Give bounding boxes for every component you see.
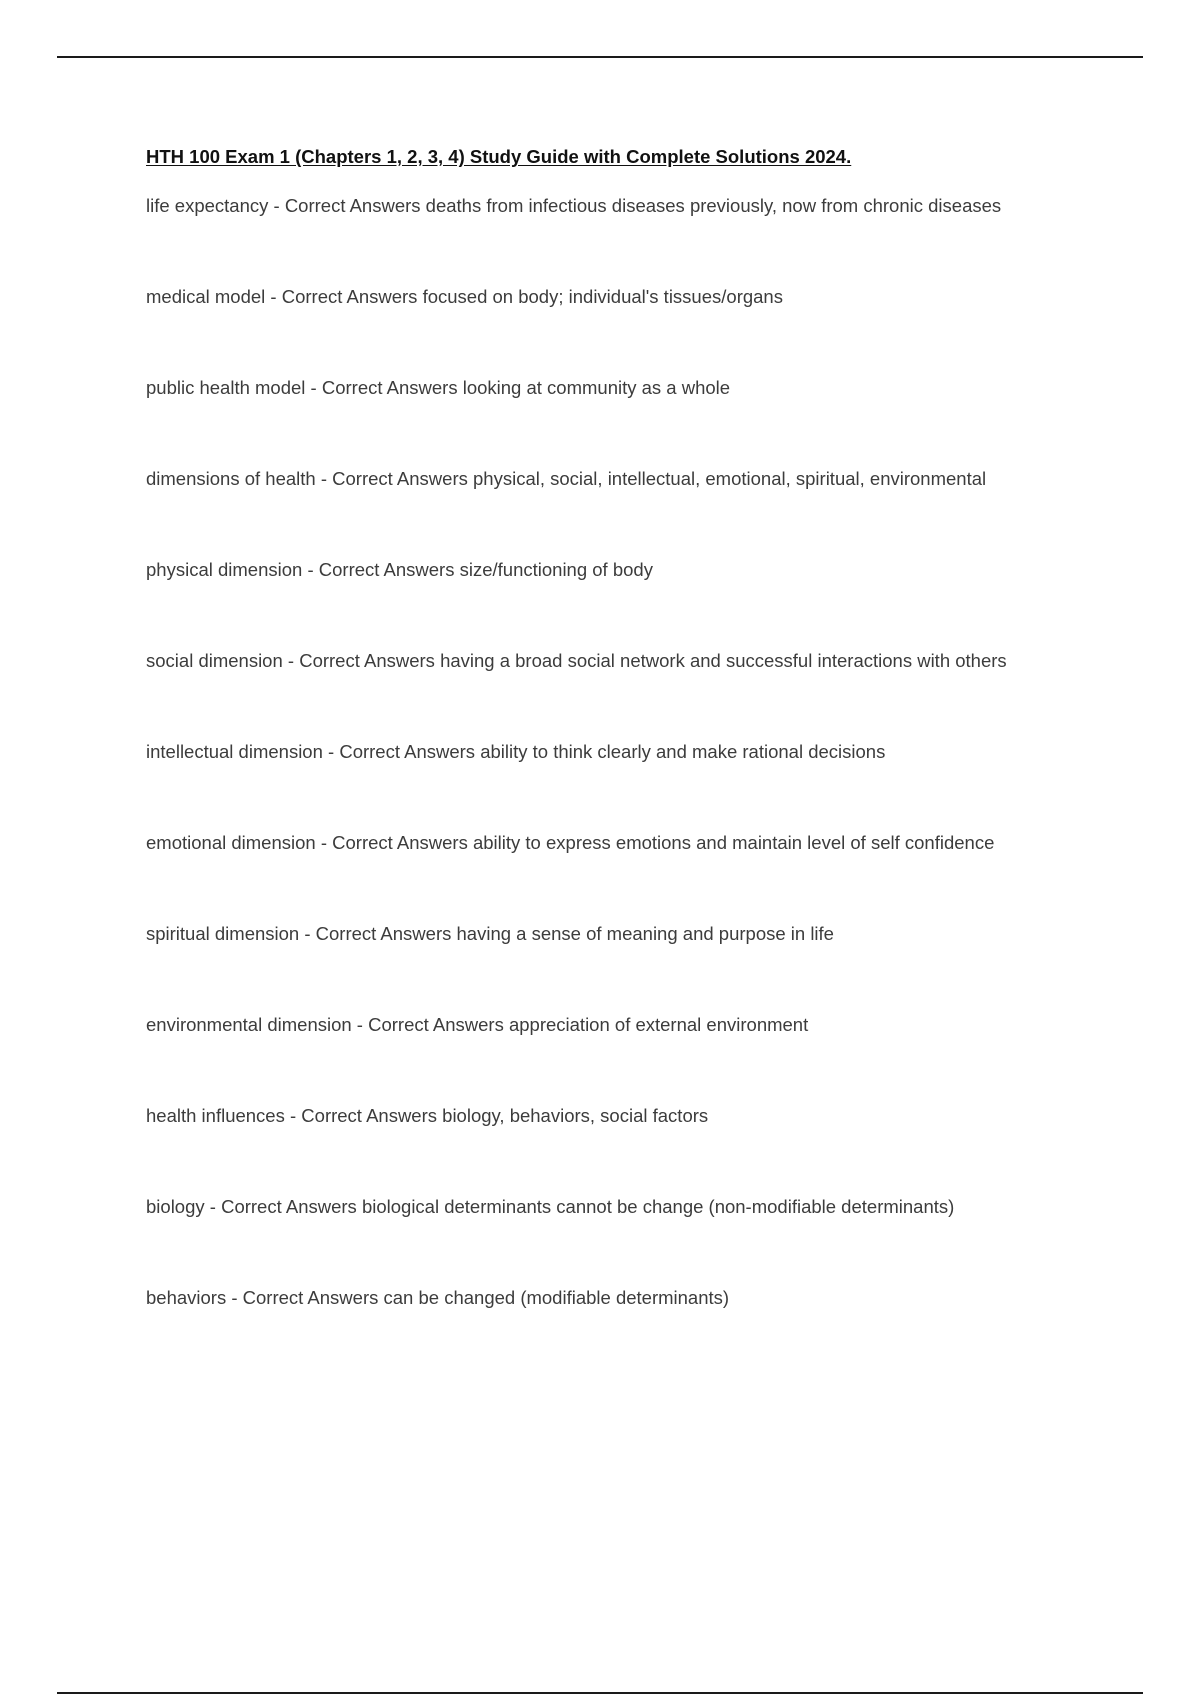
- list-item: [146, 920, 1091, 948]
- correct-answers-label: - Correct Answers: [322, 741, 481, 762]
- term: physical dimension: [146, 559, 303, 580]
- term: intellectual dimension: [146, 741, 323, 762]
- answer: having a broad social network and successful interactions with others: [440, 650, 1007, 671]
- correct-answers-label: - Correct Answers: [305, 377, 463, 398]
- answer: ability to express emotions and maintain level of self confidence: [472, 832, 995, 853]
- list-item: [146, 647, 1091, 675]
- term: health influences: [146, 1105, 285, 1126]
- list-item: [146, 738, 1091, 766]
- answer: biology, behaviors, social factors: [442, 1105, 709, 1126]
- correct-answers-label: - Correct Answers: [226, 1287, 384, 1308]
- term: environmental dimension: [146, 1014, 352, 1035]
- list-item: [146, 283, 1091, 311]
- answer: deaths from infectious diseases previously, now from chronic diseases: [425, 195, 1002, 216]
- term: emotional dimension: [146, 832, 316, 853]
- answer: focused on body; individual's tissues/organs: [422, 286, 783, 307]
- header-rule: [57, 56, 1143, 58]
- term: social dimension: [146, 650, 283, 671]
- correct-answers-label: - Correct Answers: [265, 286, 423, 307]
- term: medical model: [146, 286, 266, 307]
- correct-answers-label: - Correct Answers: [299, 923, 457, 944]
- answer: ability to think clearly and make rational decisions: [480, 741, 886, 762]
- correct-answers-label: - Correct Answers: [302, 559, 460, 580]
- answer: having a sense of meaning and purpose in life: [456, 923, 834, 944]
- term: spiritual dimension: [146, 923, 300, 944]
- page-title: HTH 100 Exam 1 (Chapters 1, 2, 3, 4) Study Guide with Complete Solutions 2024.: [146, 146, 852, 167]
- term: life expectancy: [146, 195, 269, 216]
- answer: biological determinants cannot be change (non-modifiable determinants): [361, 1196, 955, 1217]
- correct-answers-label: - Correct Answers: [315, 832, 473, 853]
- list-item: [146, 374, 1091, 402]
- answer: looking at community as a whole: [462, 377, 731, 398]
- answer: size/functioning of body: [459, 559, 653, 580]
- correct-answers-label: - Correct Answers: [315, 468, 473, 489]
- answer: physical, social, intellectual, emotional, spiritual, environmental: [473, 468, 987, 489]
- list-item: [146, 1102, 1091, 1130]
- list-item: [146, 192, 1091, 220]
- term: public health model: [146, 377, 306, 398]
- answer: appreciation of external environment: [508, 1014, 809, 1035]
- correct-answers-label: - Correct Answers: [282, 650, 441, 671]
- list-item: [146, 1193, 1091, 1221]
- term: dimensions of health: [146, 468, 316, 489]
- footer-rule: [57, 1692, 1143, 1694]
- list-item: [146, 556, 1091, 584]
- list-item: [146, 829, 1091, 857]
- list-item: [146, 465, 1091, 493]
- term: biology: [146, 1196, 205, 1217]
- list-item: [146, 1284, 1091, 1312]
- answer: can be changed (modifiable determinants): [383, 1287, 730, 1308]
- correct-answers-label: - Correct Answers: [204, 1196, 362, 1217]
- correct-answers-label: - Correct Answers: [351, 1014, 509, 1035]
- list-item: [146, 1011, 1091, 1039]
- correct-answers-label: - Correct Answers: [284, 1105, 443, 1126]
- qa-list: [146, 192, 1091, 1375]
- term: behaviors: [146, 1287, 227, 1308]
- correct-answers-label: - Correct Answers: [268, 195, 426, 216]
